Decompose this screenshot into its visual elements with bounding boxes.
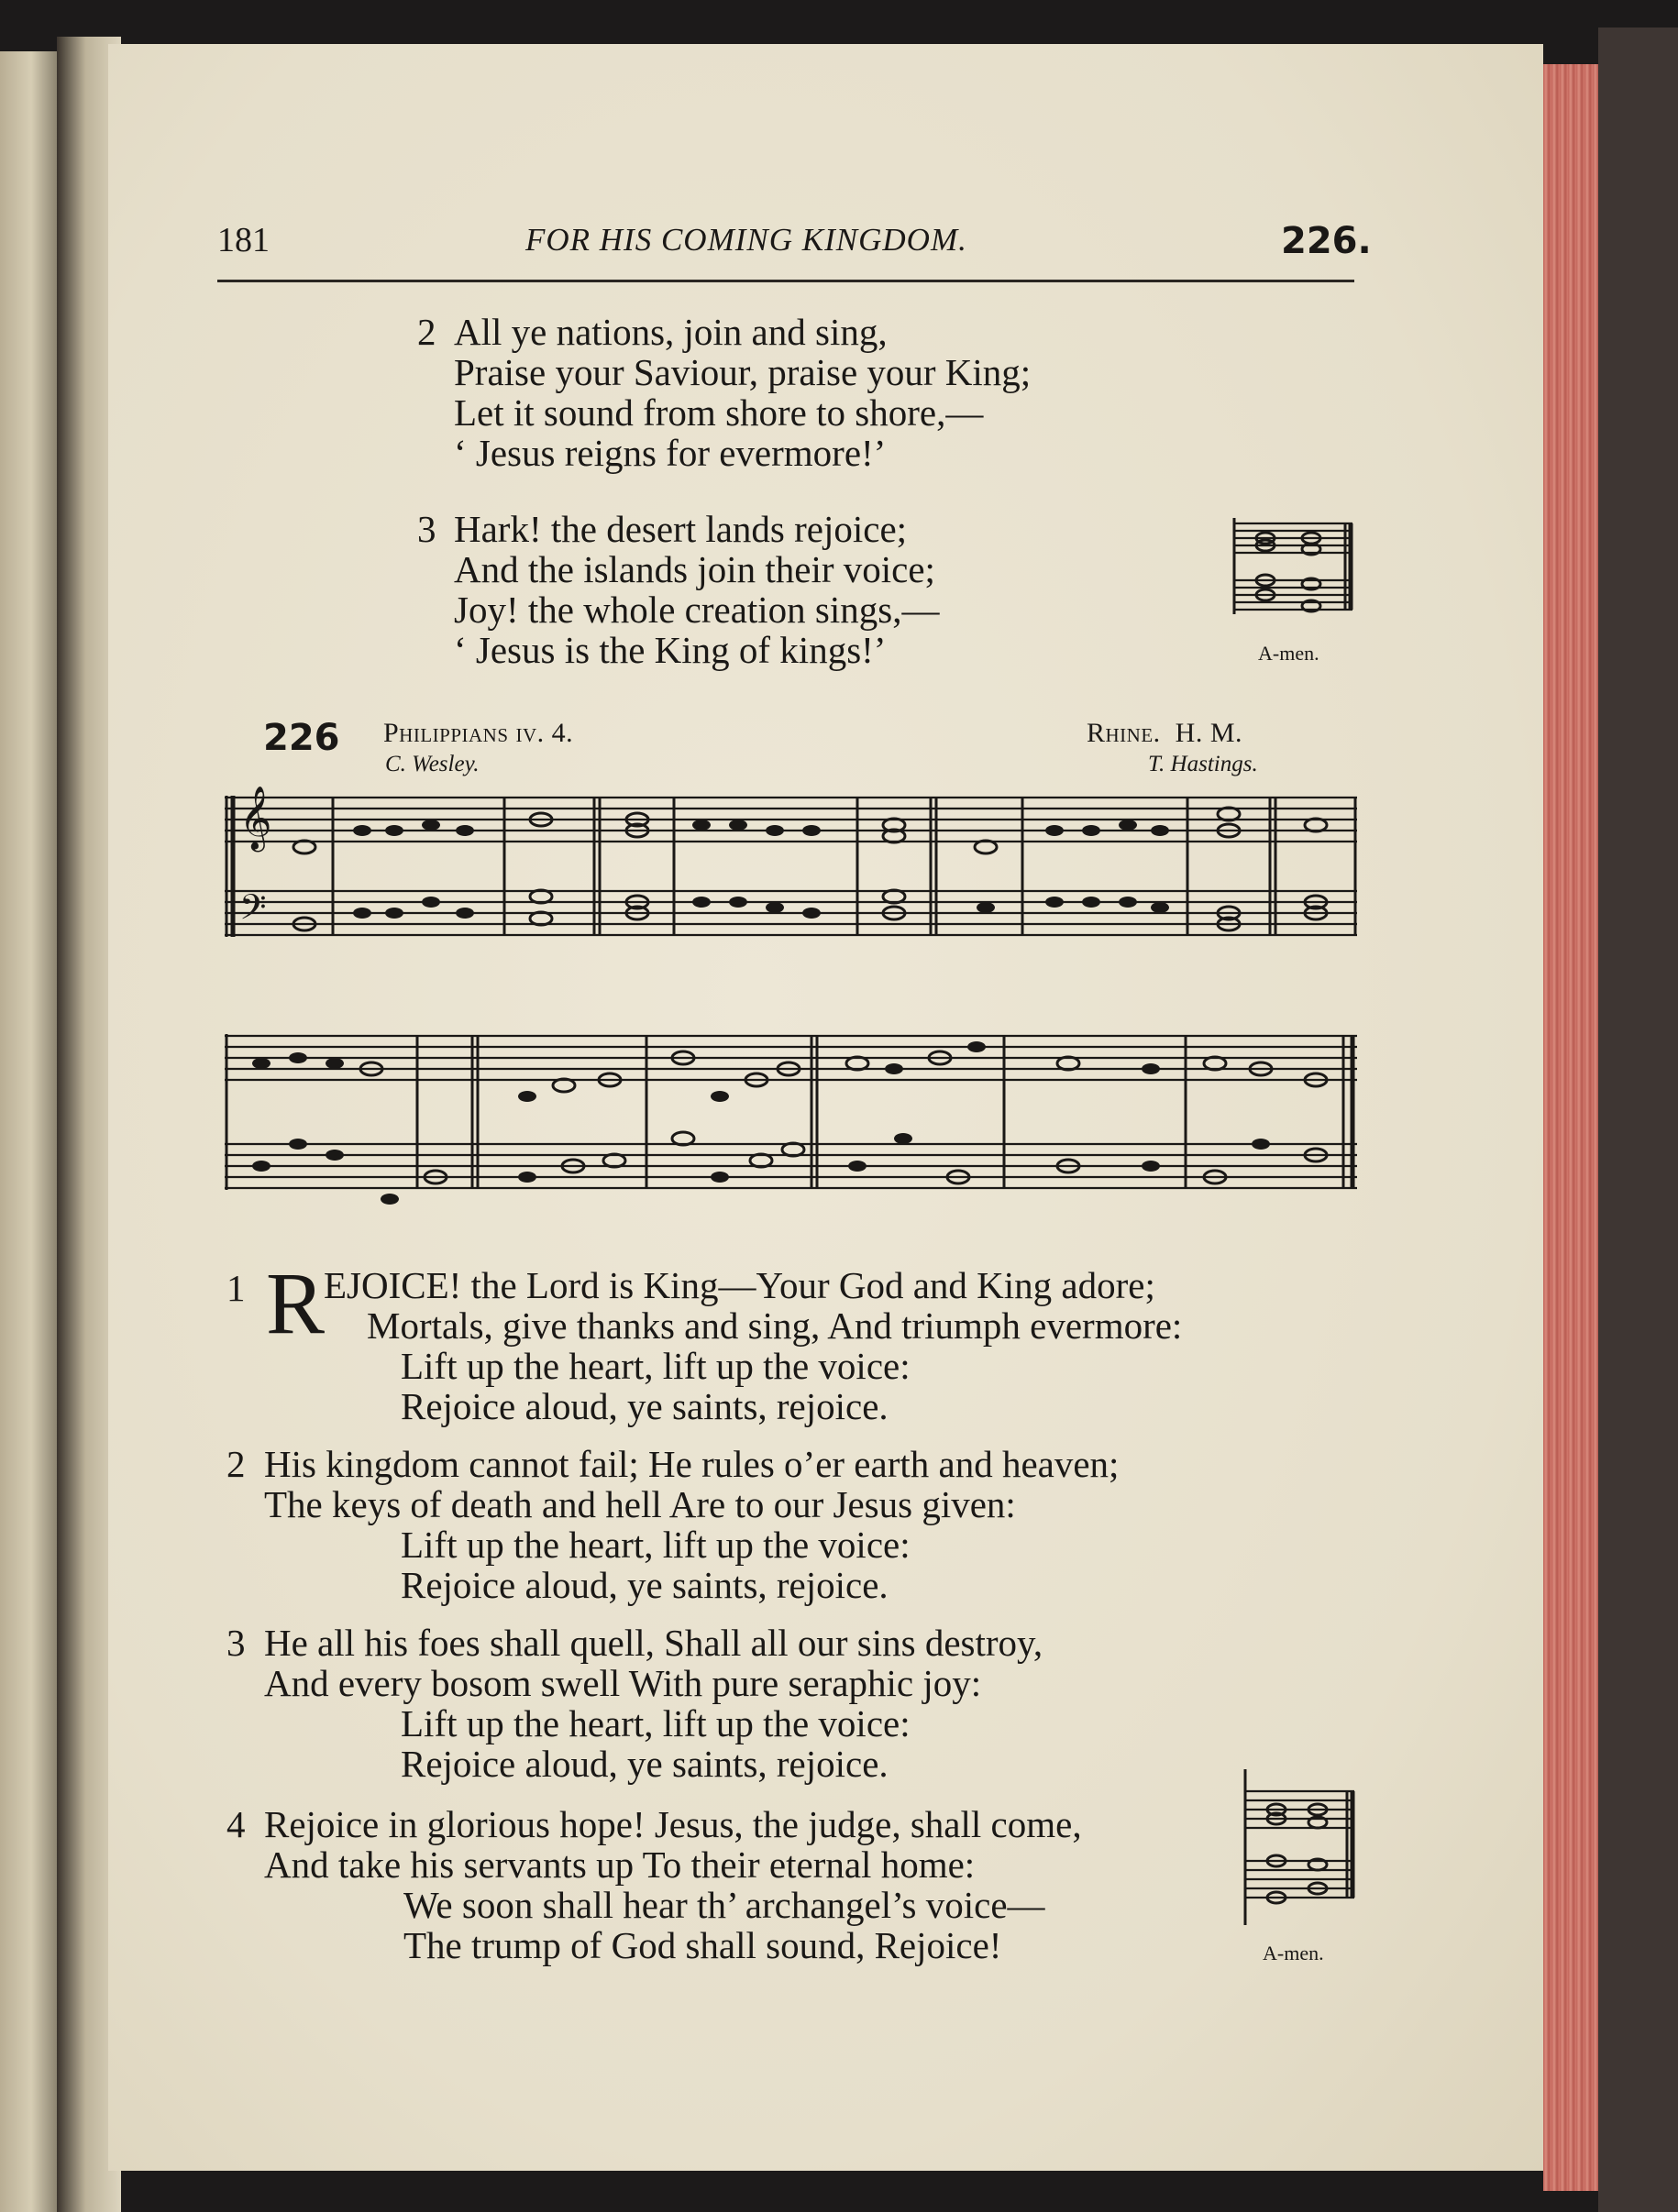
- header-rule: [217, 280, 1354, 282]
- stanza-2-line-2: The keys of death and hell Are to our Jesus given:: [264, 1483, 1016, 1525]
- stanza-3-line-2: And every bosom swell With pure seraphic joy:: [264, 1662, 982, 1704]
- stanza-1-refrain-1: Lift up the heart, lift up the voice:: [401, 1345, 911, 1387]
- stanza-1-line-1: EJOICE! the Lord is King—Your God and King adore;: [324, 1264, 1155, 1306]
- header-hymn-number: 226.: [1281, 220, 1372, 262]
- stanza-3-line-4: Rejoice aloud, ye saints, rejoice.: [401, 1743, 889, 1785]
- amen-label-top: A-men.: [1258, 642, 1319, 665]
- stanza-2-line-4: Rejoice aloud, ye saints, rejoice.: [401, 1564, 889, 1606]
- book-cover: [1598, 28, 1678, 2212]
- prev-stanza-3-number: 3: [417, 508, 436, 550]
- amen-score-bottom: [1244, 1769, 1373, 1934]
- stanza-4-line-3: We soon shall hear th’ archangel’s voice—: [403, 1884, 1045, 1926]
- prev-stanza-2-line-2: Praise your Saviour, praise your King;: [454, 351, 1032, 393]
- hymn-number: 226: [263, 717, 340, 759]
- music-system-2: [225, 1027, 1362, 1219]
- music-system-1: [225, 788, 1362, 981]
- prev-stanza-3-line-1: Hark! the desert lands rejoice;: [454, 508, 908, 550]
- stanza-2-line-1: His kingdom cannot fail; He rules o’er earth and heaven;: [264, 1443, 1120, 1485]
- amen-label-bottom: A-men.: [1263, 1942, 1324, 1964]
- stanza-4-number: 4: [226, 1803, 246, 1845]
- running-title: FOR HIS COMING KINGDOM.: [525, 222, 967, 258]
- composer: T. Hastings.: [1148, 752, 1258, 776]
- stanza-3-line-1: He all his foes shall quell, Shall all our sins destroy,: [264, 1622, 1043, 1664]
- prev-stanza-3-line-4: ‘ Jesus is the King of kings!’: [454, 629, 887, 671]
- svg-text:𝄞: 𝄞: [239, 786, 272, 850]
- stanza-3-line-3: Lift up the heart, lift up the voice:: [401, 1702, 911, 1744]
- stanza-4-line-1: Rejoice in glorious hope! Jesus, the judge, shall come,: [264, 1803, 1082, 1845]
- prev-stanza-2-line-3: Let it sound from shore to shore,—: [454, 391, 984, 434]
- stanza-1-line-2: Mortals, give thanks and sing, And triumph evermore:: [367, 1304, 1183, 1347]
- facing-page-edge: [0, 51, 57, 2212]
- scripture-reference: Philippians iv. 4.: [383, 718, 574, 748]
- prev-stanza-3-line-3: Joy! the whole creation sings,—: [454, 589, 940, 631]
- stanza-2-number: 2: [226, 1443, 246, 1485]
- prev-stanza-2-line-4: ‘ Jesus reigns for evermore!’: [454, 432, 887, 474]
- stanza-2-line-3: Lift up the heart, lift up the voice:: [401, 1524, 911, 1566]
- stanza-3-number: 3: [226, 1622, 246, 1664]
- drop-cap: R: [266, 1254, 326, 1352]
- stanza-1-refrain-2: Rejoice aloud, ye saints, rejoice.: [401, 1385, 889, 1427]
- prev-stanza-3-line-2: And the islands join their voice;: [454, 548, 935, 590]
- stanza-4-line-4: The trump of God shall sound, Rejoice!: [403, 1924, 1002, 1966]
- prev-stanza-2-number: 2: [417, 311, 436, 353]
- page-number: 181: [217, 221, 270, 259]
- svg-text:𝄢: 𝄢: [239, 886, 267, 936]
- stanza-4-line-2: And take his servants up To their eternal home:: [264, 1843, 976, 1886]
- tune-name: Rhine. H. M.: [1087, 718, 1243, 748]
- prev-stanza-2-line-1: All ye nations, join and sing,: [454, 311, 888, 353]
- stanza-1-number: 1: [226, 1267, 246, 1309]
- amen-score-top: [1233, 518, 1362, 637]
- page-edges-red: [1543, 64, 1598, 2191]
- author: C. Wesley.: [385, 752, 480, 776]
